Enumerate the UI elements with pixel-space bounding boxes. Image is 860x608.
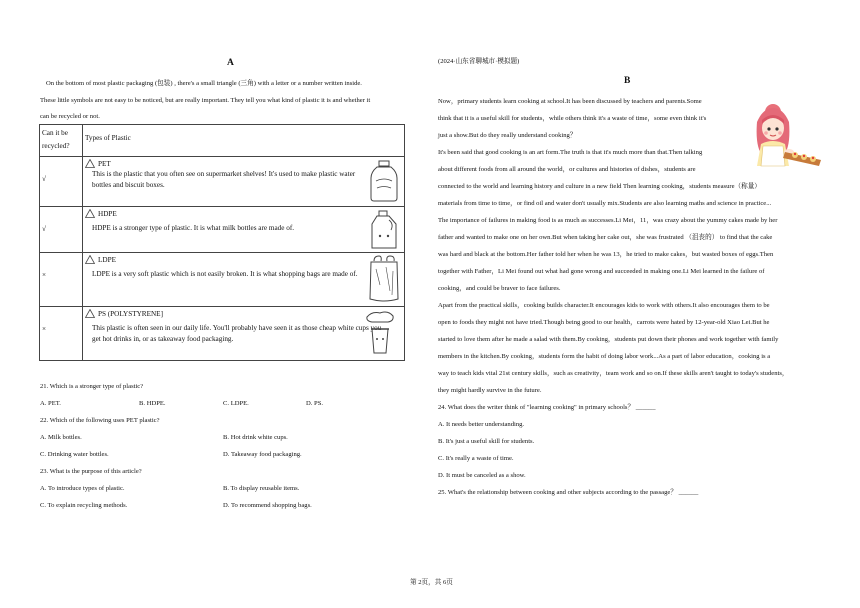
plastic-name: PET <box>98 159 111 168</box>
q22-option-b: B. Hot drink white cups. <box>223 434 288 441</box>
q22-option-a: A. Milk bottles. <box>40 434 82 441</box>
passage-line: materials from time to time，or find oil and water don't usually mix.Students are also learning maths and science in practice... <box>438 200 772 207</box>
milk-jug-icon <box>369 210 399 250</box>
plastic-name: HDPE <box>98 209 117 218</box>
recycle-mark: × <box>40 307 83 361</box>
plastic-desc: This is the plastic that you often see on supermarket shelves! It's used to make plastic water bottles and biscuit boxes. <box>92 170 356 189</box>
plastic-desc: This plastic is often seen in our daily life. You'll probably have seen it as those cheap white cups you get hot drinks in, or as takeaway food packaging. <box>92 324 382 343</box>
passage-line: Apart from the practical skills，cooking builds character.It encourages kids to work with others.It also encourages them to be <box>438 302 770 309</box>
passage-line: connected to the world and learning history and culture in a new field Then learning cooking，students measure（称量） <box>438 183 761 190</box>
plastic-cell <box>83 307 405 361</box>
question-25: 25. What's the relationship between cooking and other subjects according to the passage？ ______ <box>438 489 699 496</box>
passage-line: open to foods they might not have tried.Though being good to our health，carrots were hated by 12-year-old Xiao Lei.But he <box>438 319 770 326</box>
table-row <box>40 207 405 253</box>
passage-line: cooking，and could be braver to face failures. <box>438 285 561 292</box>
passage-line: about different foods from all around the world，or cultures and histories of dishes，students are <box>438 166 696 173</box>
question-23: 23. What is the purpose of this article? <box>40 468 142 475</box>
recycle-mark: √ <box>40 157 83 207</box>
q23-option-c: C. To explain recycling methods. <box>40 502 128 509</box>
header-recycled: Can it be recycled? <box>40 125 83 157</box>
plastic-name: LDPE <box>98 255 116 264</box>
intro-line-2: These little symbols are not easy to be noticed, but are really important. They tell you what kind of plastic it is and whether it <box>40 97 371 104</box>
q24-option-b: B. It's just a useful skill for students. <box>438 438 535 445</box>
recycle-mark: √ <box>40 207 83 253</box>
passage-line: members in the kitchen.By cooking，students form the habit of doing labor work...As a part of labor education，cooking is a <box>438 353 771 360</box>
cup-icon <box>364 309 396 357</box>
q23-option-b: B. To display reusable items. <box>223 485 300 492</box>
plastic-types-table <box>39 124 405 361</box>
q24-option-d: D. It must be canceled as a show. <box>438 472 526 479</box>
section-a-heading: A <box>227 58 234 68</box>
plastic-cell <box>83 207 405 253</box>
recycle-triangle-icon <box>85 209 95 218</box>
shopping-bag-icon <box>368 255 400 303</box>
intro-line-3: can be recycled or not. <box>40 113 100 120</box>
q22-option-d: D. Takeaway food packaging. <box>223 451 302 458</box>
q21-option-c: C. LDPE. <box>223 400 249 407</box>
q22-option-c: C. Drinking water bottles. <box>40 451 109 458</box>
source-label: (2024·山东省聊城市·模拟题) <box>438 58 520 65</box>
intro-line-1: On the bottom of most plastic packaging (包装) , there's a small triangle (三角) with a letter or a number written inside. <box>46 80 362 87</box>
passage-line: they might hardly survive in the future. <box>438 387 542 394</box>
passage-line: started to love them after he made a salad with them.By cooking，students put down their phones and work together with family <box>438 336 779 343</box>
passage-line: just a show.But do they really understand cooking？ <box>438 132 577 139</box>
passage-line: think that it is a useful skill for students，while others think it's a waste of time，some even think it's <box>438 115 707 122</box>
table-row <box>40 307 405 361</box>
q23-option-a: A. To introduce types of plastic. <box>40 485 125 492</box>
passage-line: Now，primary students learn cooking at school.It has been discussed by teachers and parents.Some <box>438 98 702 105</box>
recycle-mark: × <box>40 253 83 307</box>
plastic-desc: HDPE is a stronger type of plastic. It is what milk bottles are made of. <box>92 224 295 232</box>
plastic-name: PS (POLYSTYRENE] <box>98 309 163 318</box>
q21-option-d: D. PS. <box>306 400 324 407</box>
q24-option-a: A. It needs better understanding. <box>438 421 525 428</box>
plastic-desc: LDPE is a very soft plastic which is not easily broken. It is what shopping bags are made of. <box>92 270 358 278</box>
page-footer: 第 2页，共 6页 <box>410 579 453 586</box>
passage-line: was hard and black at the bottom.Her father told her when he was 13，he tried to make cakes，but wasted boxes of eggs.Then <box>438 251 774 258</box>
recycle-triangle-icon <box>85 255 95 264</box>
bottle-icon <box>367 160 401 202</box>
q21-option-a: A. PET. <box>40 400 61 407</box>
passage-line: together with Father，Li Mei found out what had gone wrong and succeeded in making one.Li Mei learned in the failure of <box>438 268 765 275</box>
q24-option-c: C. It's really a waste of time. <box>438 455 514 462</box>
question-24: 24. What does the writer think of "learning cooking" in primary schools？ ______ <box>438 404 656 411</box>
passage-line: father and wanted to make one on her own.But when taking her cake out，she was frustrated （沮丧的） to find that the cake <box>438 234 773 241</box>
plastic-cell <box>83 253 405 307</box>
passage-line: It's been said that good cooking is an art form.The truth is that it's much more than that.Then talking <box>438 149 703 156</box>
table-header-row <box>40 125 405 157</box>
plastic-cell <box>83 157 405 207</box>
cooking-girl-illustration <box>749 100 823 174</box>
section-b-heading: B <box>624 76 631 86</box>
recycle-triangle-icon <box>85 159 95 168</box>
question-21: 21. Which is a stronger type of plastic? <box>40 383 144 390</box>
passage-line: way to teach kids vital 21st century skills，such as creativity，team work and so on.If these skills aren't taught to today's students， <box>438 370 789 377</box>
q23-option-d: D. To recommend shopping bags. <box>223 502 312 509</box>
table-row <box>40 157 405 207</box>
question-22: 22. Which of the following uses PET plastic? <box>40 417 160 424</box>
table-row <box>40 253 405 307</box>
header-types: Types of Plastic <box>83 125 405 157</box>
recycle-triangle-icon <box>85 309 95 318</box>
passage-line: The importance of failures in making food is as much as successes.Li Mei，11，was crazy about the yummy cakes made by her <box>438 217 778 224</box>
q21-option-b: B. HDPE. <box>139 400 166 407</box>
